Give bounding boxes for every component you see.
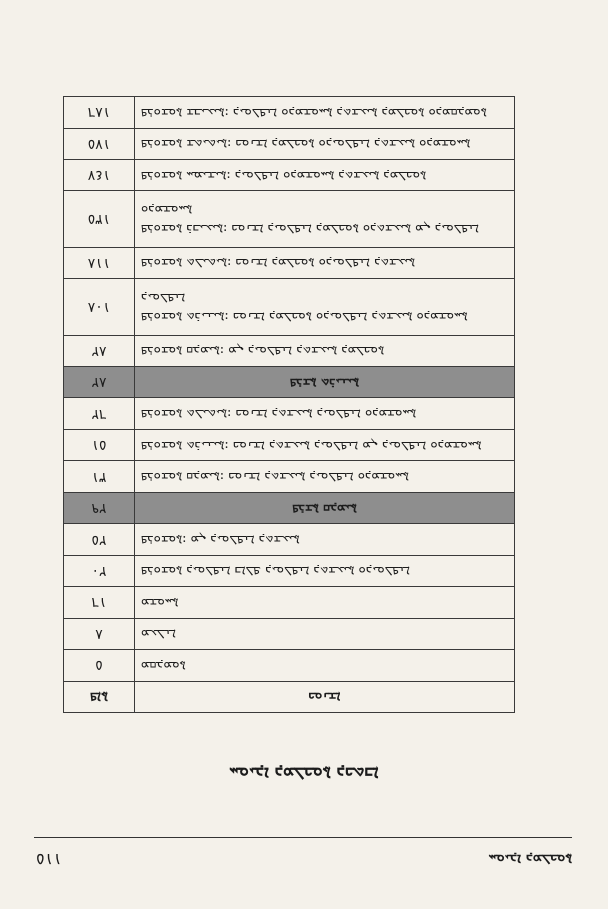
page-ref: ٦٢: [64, 398, 135, 429]
table-row: [64, 398, 515, 429]
page-ref: ١٤٧: [64, 159, 135, 190]
entry-title: ܦܪܘܫܘܬܐ ܫܬܝܬܝܬܐ: ܟܘܢܫܐ ܕܡܠܟܘܬܐ ܘܕܝܘܠܦܢܐ ܕܬܫܥܝܬܐ ܘܕܡܫܘܚܬܐ: [135, 128, 515, 159]
entry-title: ܦܪܘܫܘܬܐ ܩܕܡܝܬܐ: ܟܘܢܫܐ ܕܬܫܥܝܬܐ ܕܝܘܠܦܢܐ ܘܕܡܫܘܚܬܐ: [135, 461, 515, 492]
page-ref: ٥١: [64, 429, 135, 460]
entry-title: ܡܫܘܚܬܐ: [135, 587, 515, 618]
entry-title: ܦܪܘܫܘܬܐ ܬܪܝܢܝܬܐ: ܟܘܢܫܐ ܕܬܫܥܝܬܐ ܕܝܘܠܦܢܐ ܡܢ ܕܝܘܠܦܢܐ ܘܕܡܫܘܚܬܐ: [135, 429, 515, 460]
table-row: [64, 335, 515, 366]
table-row: [64, 279, 515, 335]
entry-title: ܦܪܘܫܘܬܐ ܪܒܝܥܝܬܐ: ܟܘܢܫܐ ܕܝܘܠܦܢܐ ܕܡܠܟܘܬܐ ܘܕܬܫܥܝܬܐ ܡܢ ܕܝܘܠܦܢܐ ܘܕܡܫܘܚܬܐ: [135, 191, 515, 247]
entry-title: ܦܪܘܫܘܬܐ ܕܝܘܠܦܢܐ ܒܐܠܦ ܕܝܘܠܦܢܐ ܕܬܫܥܝܬܐ ܘܕܝܘܠܦܢܐ: [135, 555, 515, 586]
page-ref: ٨: [64, 618, 135, 649]
table-row: [64, 555, 515, 586]
entry-title: ܦܪܘܫܘܬܐ ܚܡܝܫܝܬܐ: ܕܝܘܠܦܢܐ ܘܕܡܫܘܚܬܐ ܕܬܫܥܝܬܐ ܕܡܠܟܘܬܐ: [135, 159, 515, 190]
page-ref: ٥: [64, 650, 135, 681]
page-ref: ٢٩: [64, 492, 135, 523]
table-row: [64, 128, 515, 159]
table-row: [64, 159, 515, 190]
entry-title: ܦܪܫܬܐ ܩܕܡܝܬܐ: [135, 492, 515, 523]
entry-title: ܦܪܘܫܘܬܐ ܬܪܝܢܝܬܐ: ܟܘܢܫܐ ܕܡܠܟܘܬܐ ܘܕܝܘܠܦܢܐ ܕܬܫܥܝܬܐ ܘܕܡܫܘܚܬܐ ܕܝܘܠܦܢܐ: [135, 279, 515, 335]
header-rule: [34, 837, 572, 838]
page-ref: ٨٢: [64, 335, 135, 366]
table-row: [64, 247, 515, 278]
table-row: [64, 587, 515, 618]
page-ref: ١٣٥: [64, 191, 135, 247]
entry-title: ܡܩܕܡܘܬܐ: [135, 650, 515, 681]
table-row: [64, 97, 515, 129]
table-row: [64, 618, 515, 649]
table-caption: ܚܘܝܕܐ ܕܡܠܟܘܬܐ ܕܟܬܒܐ: [229, 763, 379, 783]
page-ref: ٢٥: [64, 524, 135, 555]
section-row: [64, 492, 515, 523]
running-title: ܚܘܝܕܐ ܕܡܠܟܘܬܐ: [488, 851, 572, 867]
page-ref: ١٧٥: [64, 128, 135, 159]
page-ref: ٨٢: [64, 367, 135, 398]
table-row: [64, 191, 515, 247]
page-ref: ٣١: [64, 461, 135, 492]
table-row: [64, 461, 515, 492]
page-ref: ١٠٨: [64, 279, 135, 335]
entry-title: ܦܪܘܫܘܬܐ ܩܕܡܝܬܐ: ܡܢ ܕܝܘܠܦܢܐ ܕܬܫܥܝܬܐ ܕܡܠܟܘܬܐ: [135, 335, 515, 366]
page-ref: ٢٠: [64, 555, 135, 586]
header-row: [64, 681, 515, 712]
page-number: ١١٥: [36, 850, 62, 869]
table-row: [64, 429, 515, 460]
section-row: [64, 367, 515, 398]
entry-title: ܦܪܘܫܘܬܐ ܬܠܝܬܝܬܐ: ܟܘܢܫܐ ܕܬܫܥܝܬܐ ܕܝܘܠܦܢܐ ܘܕܡܫܘܚܬܐ: [135, 398, 515, 429]
page-ref: ١٦: [64, 587, 135, 618]
table-row: [64, 650, 515, 681]
entry-title: ܦܪܘܫܘܬܐ ܬܠܝܬܝܬܐ: ܟܘܢܫܐ ܕܡܠܟܘܬܐ ܘܕܝܘܠܦܢܐ ܕܬܫܥܝܬܐ: [135, 247, 515, 278]
entry-title: ܦܪܘܫܘܬܐ: ܡܢ ܕܝܘܠܦܢܐ ܕܬܫܥܝܬܐ: [135, 524, 515, 555]
entry-title: ܦܪܫܬܐ ܬܪܝܢܝܬܐ: [135, 367, 515, 398]
table-row: [64, 524, 515, 555]
entry-title: ܟܘܢܫܐ: [135, 681, 515, 712]
contents-table: [63, 96, 515, 713]
page-ref: ܦܐܬܐ: [64, 681, 135, 712]
entry-title: ܡܥܠܢܐ: [135, 618, 515, 649]
page-ref: ١٨٦: [64, 97, 135, 129]
entry-title: ܦܪܘܫܘܬܐ ܫܒܝܥܝܬܐ: ܕܝܘܠܦܢܐ ܘܕܡܫܘܚܬܐ ܕܬܫܥܝܬܐ ܕܡܠܟܘܬܐ ܘܕܡܩܕܡܘܬܐ: [135, 97, 515, 129]
page-ref: ١١٨: [64, 247, 135, 278]
